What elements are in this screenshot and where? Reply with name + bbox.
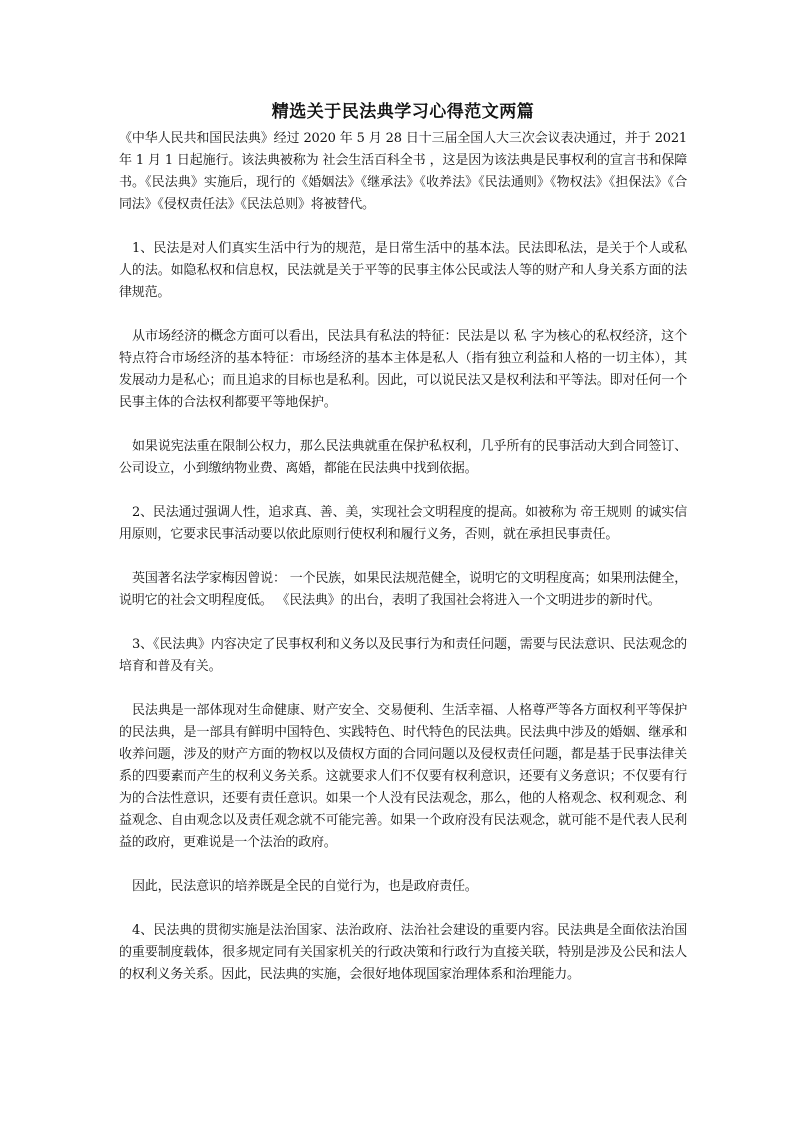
paragraph-1: 1、民法是对人们真实生活中行为的规范，是日常生活中的基本法。民法即私法，是关于个人或私人的法。如隐私权和信息权，民法就是关于平等的民事主体公民或法人等的财产和人身关系方面的法律规范。 — [119, 241, 687, 300]
paragraph-2: 从市场经济的概念方面可以看出，民法具有私法的特征：民法是以 私 字为核心的私权经济，这个特点符合市场经济的基本特征：市场经济的基本主体是私人（指有独立利益和人格的一切主体），其发展动力是私心；而且追求的目标也是私利。因此，可以说民法又是权利法和平等法。即对任何一个民事主体的合法权利都要平等地保护。 — [119, 329, 687, 410]
paragraph-8: 因此，民法意识的培养既是全民的自觉行为，也是政府责任。 — [132, 879, 478, 894]
document-page — [119, 100, 687, 1008]
paragraph-6: 3、《民法典》内容决定了民事权利和义务以及民事行为和责任问题，需要与民法意识、民法观念的培育和普及有关。 — [119, 637, 687, 674]
paragraph-3: 如果说宪法重在限制公权力，那么民法典就重在保护私权利，几乎所有的民事活动大到合同签订、公司设立，小到缴纳物业费、离婚，都能在民法典中找到依据。 — [119, 439, 687, 476]
paragraph-7: 民法典是一部体现对生命健康、财产安全、交易便利、生活幸福、人格尊严等各方面权利平等保护的民法典，是一部具有鲜明中国特色、实践特色、时代特色的民法典。民法典中涉及的婚姻、继承和收养问题，涉及的财产方面的物权以及债权方面的合同问题以及侵权责任问题，都是基于民事法律关系的四要素而产生的权利义务关系。这就要求人们不仅要有权利意识，还要有义务意识；不仅要有行为的合法性意识，还要有责任意识。如果一个人没有民法观念，那么，他的人格观念、权利观念、利益观念、自由观念以及责任观念就不可能完善。如果一个政府没有民法观念，就可能不是代表人民利益的政府，更难说是一个法治的政府。 — [119, 703, 687, 850]
document-title: 精选关于民法典学习心得范文两篇 — [271, 102, 535, 122]
paragraph-intro: 《中华人民共和国民法典》经过 2020 年 5 月 28 日十三届全国人大三次会议表决通过，并于 2021 年 1 月 1 日起施行。该法典被称为 社会生活百科全书 ，这是因为该法典是民事权利的宣言书和保障书。《民法典》实施后，现行的《婚姻法》《继承法》《收养法》《民法通则》《物权法》《担保法》《合同法》《侵权责任法》《民法总则》将被替代。 — [119, 131, 687, 212]
paragraph-9: 4、民法典的贯彻实施是法治国家、法治政府、法治社会建设的重要内容。民法典是全面依法治国的重要制度载体，很多规定同有关国家机关的行政决策和行政行为直接关联，特别是涉及公民和法人的权利义务关系。因此，民法典的实施，会很好地体现国家治理体系和治理能力。 — [119, 923, 687, 982]
paragraph-4: 2、民法通过强调人性，追求真、善、美，实现社会文明程度的提高。如被称为 帝王规则 的诚实信用原则，它要求民事活动要以依此原则行使权利和履行义务，否则，就在承担民事责任。 — [119, 505, 687, 542]
paragraph-5: 英国著名法学家梅因曾说： 一个民族，如果民法规范健全，说明它的文明程度高；如果刑法健全，说明它的社会文明程度低。 《民法典》的出台，表明了我国社会将进入一个文明进步的新时代。 — [119, 571, 687, 608]
